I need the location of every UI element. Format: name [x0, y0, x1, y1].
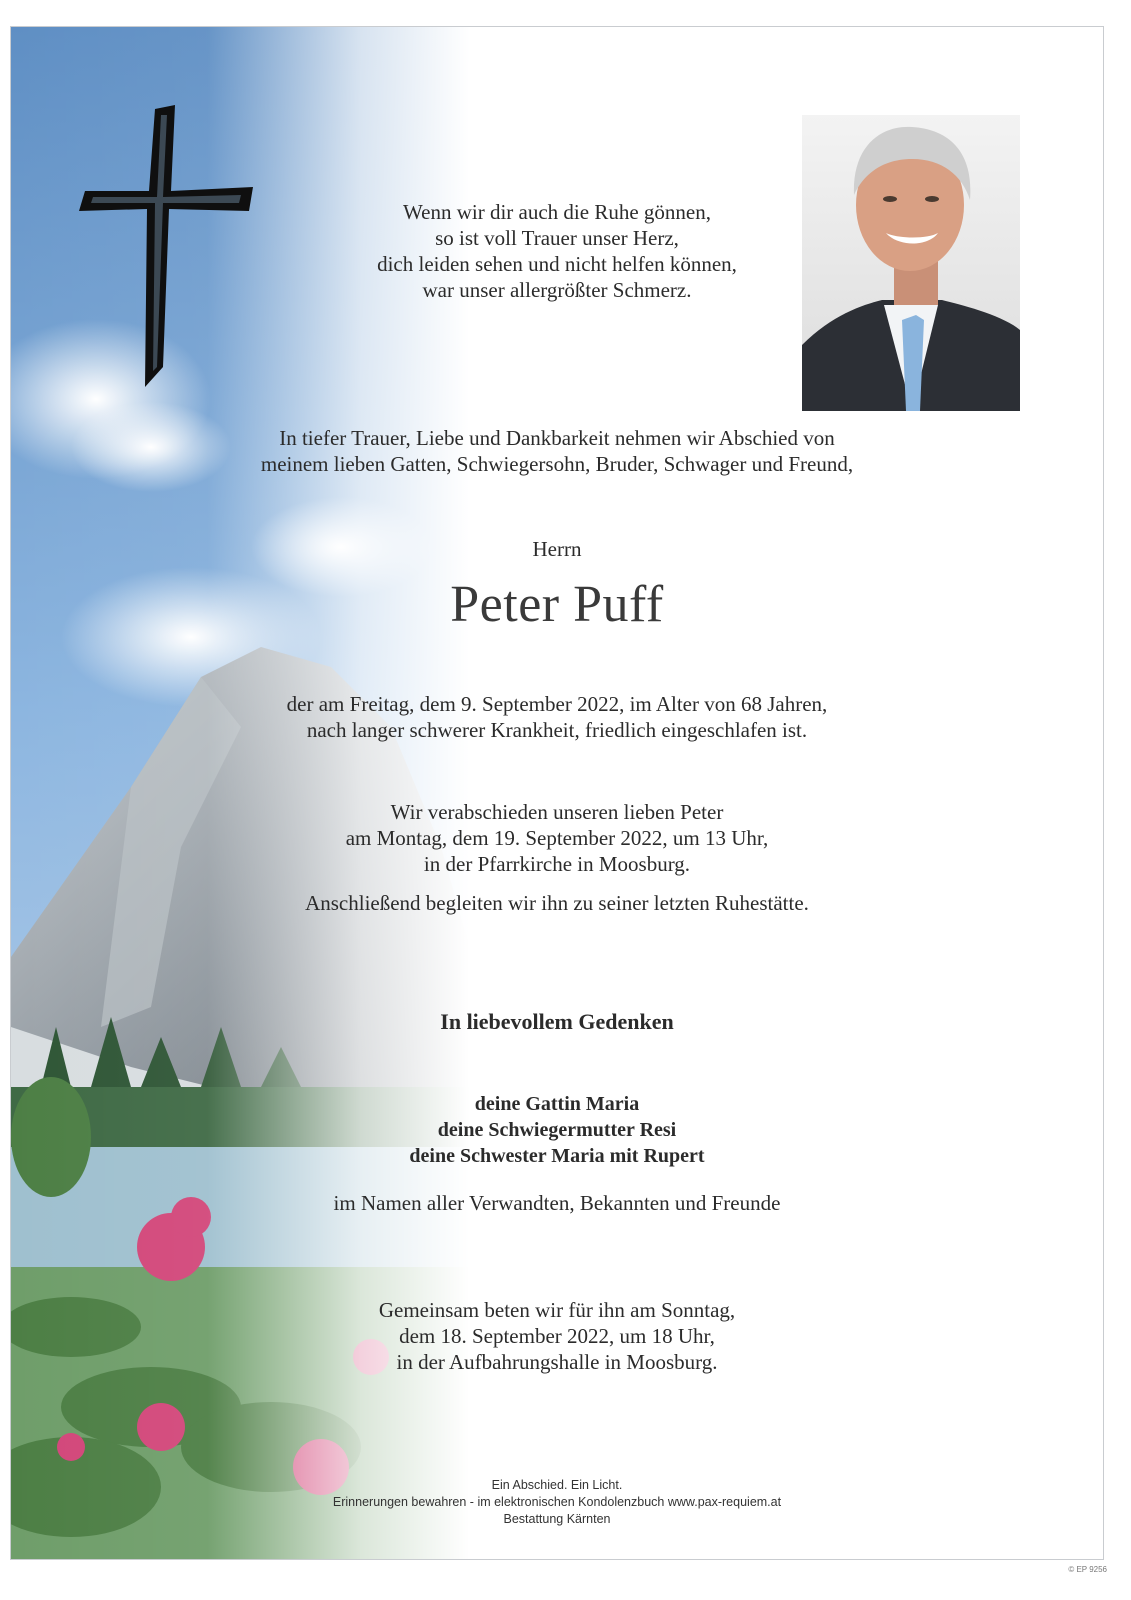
- farewell-line: am Montag, dem 19. September 2022, um 13 Uhr,: [345, 826, 769, 850]
- family-list: [11, 1091, 1103, 1169]
- farewell-line: Wir verabschieden unseren lieben Peter: [390, 800, 724, 824]
- document-code: © EP 9256: [1068, 1565, 1107, 1574]
- prayer-line: dem 18. September 2022, um 18 Uhr,: [399, 1324, 715, 1348]
- farewell-details: [11, 799, 1103, 877]
- poem-line: so ist voll Trauer unser Herz,: [435, 226, 679, 250]
- death-notice-line: der am Freitag, dem 9. September 2022, im Alter von 68 Jahren,: [286, 692, 828, 716]
- footer-slogan: Ein Abschied. Ein Licht.: [491, 1478, 623, 1492]
- death-notice-line: nach langer schwerer Krankheit, friedlich eingeschlafen ist.: [306, 718, 808, 742]
- intro-line: meinem lieben Gatten, Schwiegersohn, Bruder, Schwager und Freund,: [260, 452, 854, 476]
- memory-heading: In liebevollem Gedenken: [440, 1009, 674, 1034]
- family-member: deine Gattin Maria: [474, 1093, 640, 1115]
- farewell-line: in der Pfarrkirche in Moosburg.: [423, 852, 691, 876]
- salutation: Herrn: [532, 537, 582, 561]
- on-behalf-note: im Namen aller Verwandten, Bekannten und Freunde: [333, 1191, 781, 1215]
- prayer-line: Gemeinsam beten wir für ihn am Sonntag,: [378, 1298, 736, 1322]
- poem-line: Wenn wir dir auch die Ruhe gönnen,: [403, 200, 711, 224]
- intro-line: In tiefer Trauer, Liebe und Dankbarkeit nehmen wir Abschied von: [279, 426, 835, 450]
- intro-text: [11, 425, 1103, 477]
- prayer-line: in der Aufbahrungshalle in Moosburg.: [396, 1350, 718, 1374]
- death-notice: [11, 691, 1103, 743]
- parte-card: [10, 26, 1104, 1560]
- poem-line: dich leiden sehen und nicht helfen können,: [377, 252, 737, 276]
- prayer-details: [11, 1297, 1103, 1375]
- deceased-name: Peter Puff: [450, 576, 664, 633]
- burial-note: Anschließend begleiten wir ihn zu seiner letzten Ruhestätte.: [305, 891, 809, 915]
- family-member: deine Schwiegermutter Resi: [437, 1119, 677, 1141]
- poem: [11, 199, 1103, 303]
- footer: [11, 1477, 1103, 1528]
- footer-company: Bestattung Kärnten: [503, 1512, 611, 1526]
- family-member: deine Schwester Maria mit Rupert: [409, 1145, 705, 1167]
- poem-line: war unser allergrößter Schmerz.: [422, 278, 692, 302]
- footer-condolence-link[interactable]: Erinnerungen bewahren - im elektronischen Kondolenzbuch www.pax-requiem.at: [332, 1495, 782, 1509]
